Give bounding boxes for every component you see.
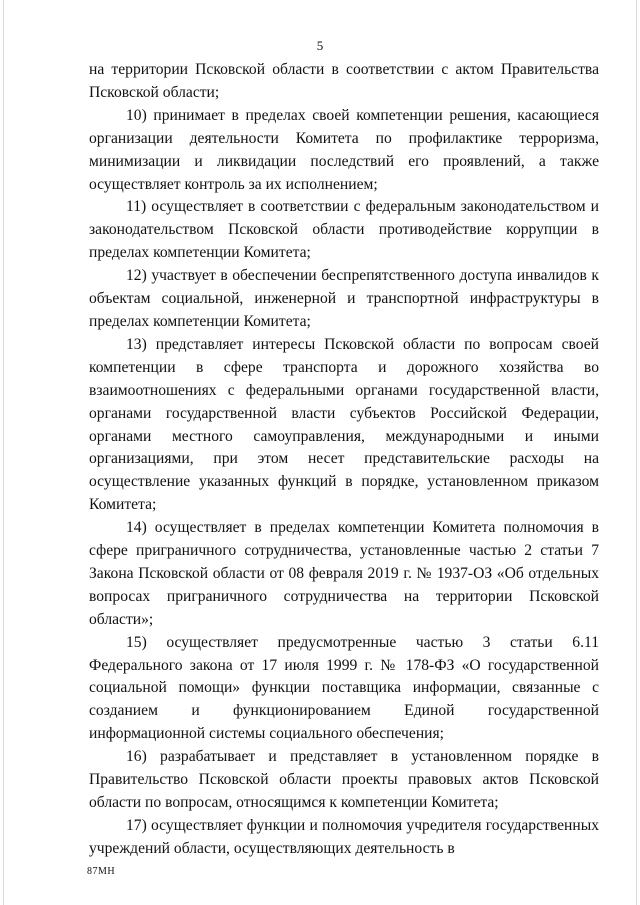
paragraph-item-11: 11) осуществляет в соответствии с федеральным законодательством и законодательством Псковской области противодействие коррупции в пределах компетенции Комитета; [89, 198, 599, 262]
page-number: 5 [316, 38, 324, 53]
scan-edge-right [636, 0, 637, 905]
paragraph-continuation: на территории Псковской области в соответствии с актом Правительства Псковской области; [89, 61, 599, 101]
document-body [89, 59, 599, 861]
paragraph-item-17: 17) осуществляет функции и полномочия учредителя государственных учреждений области, осуществляющих деятельность в [89, 816, 599, 857]
paragraph-item-16: 16) разрабатывает и представляет в установленном порядке в Правительство Псковской области проекты правовых актов Псковской области по вопросам, относящимся к компетенции Комитета; [89, 748, 599, 811]
paragraph-item-15: 15) осуществляет предусмотренные частью 3 статьи 6.11 Федерального закона от 17 июля 1999 г. № 178-ФЗ «О государственной социальной помощи» функции поставщика информации, связанные с созданием и функционированием Единой государственной информационной системы социального обеспечения; [89, 633, 599, 743]
paragraph-item-10: 10) принимает в пределах своей компетенции решения, касающиеся организации деятельности Комитета по профилактике терроризма, минимизации и ликвидации последствий его проявлений, а также осуществляет контроль за их исполнением; [89, 106, 599, 193]
paragraph-item-12: 12) участвует в обеспечении беспрепятственного доступа инвалидов к объектам социальной, инженерной и транспортной инфраструктуры в пределах компетенции Комитета; [89, 267, 599, 330]
scan-edge-left [3, 0, 4, 905]
paragraph-item-13: 13) представляет интересы Псковской области по вопросам своей компетенции в сфере транспорта и дорожного хозяйства во взаимоотношениях с федеральными органами государственной власти, органами государственной власти субъектов Российской Федерации, органами местного самоуправления, международными и иными организациями, при этом несет представительские расходы на осуществление указанных функций в порядке, установленном приказом Комитета; [89, 335, 599, 514]
paragraph-item-14: 14) осуществляет в пределах компетенции Комитета полномочия в сфере приграничного сотрудничества, установленные частью 2 статьи 7 Закона Псковской области от 08 февраля 2019 г. № 1937-ОЗ «Об отдельных вопросах приграничного сотрудничества на территории Псковской области»; [89, 519, 599, 628]
footer-document-code: 87MH [87, 866, 116, 877]
